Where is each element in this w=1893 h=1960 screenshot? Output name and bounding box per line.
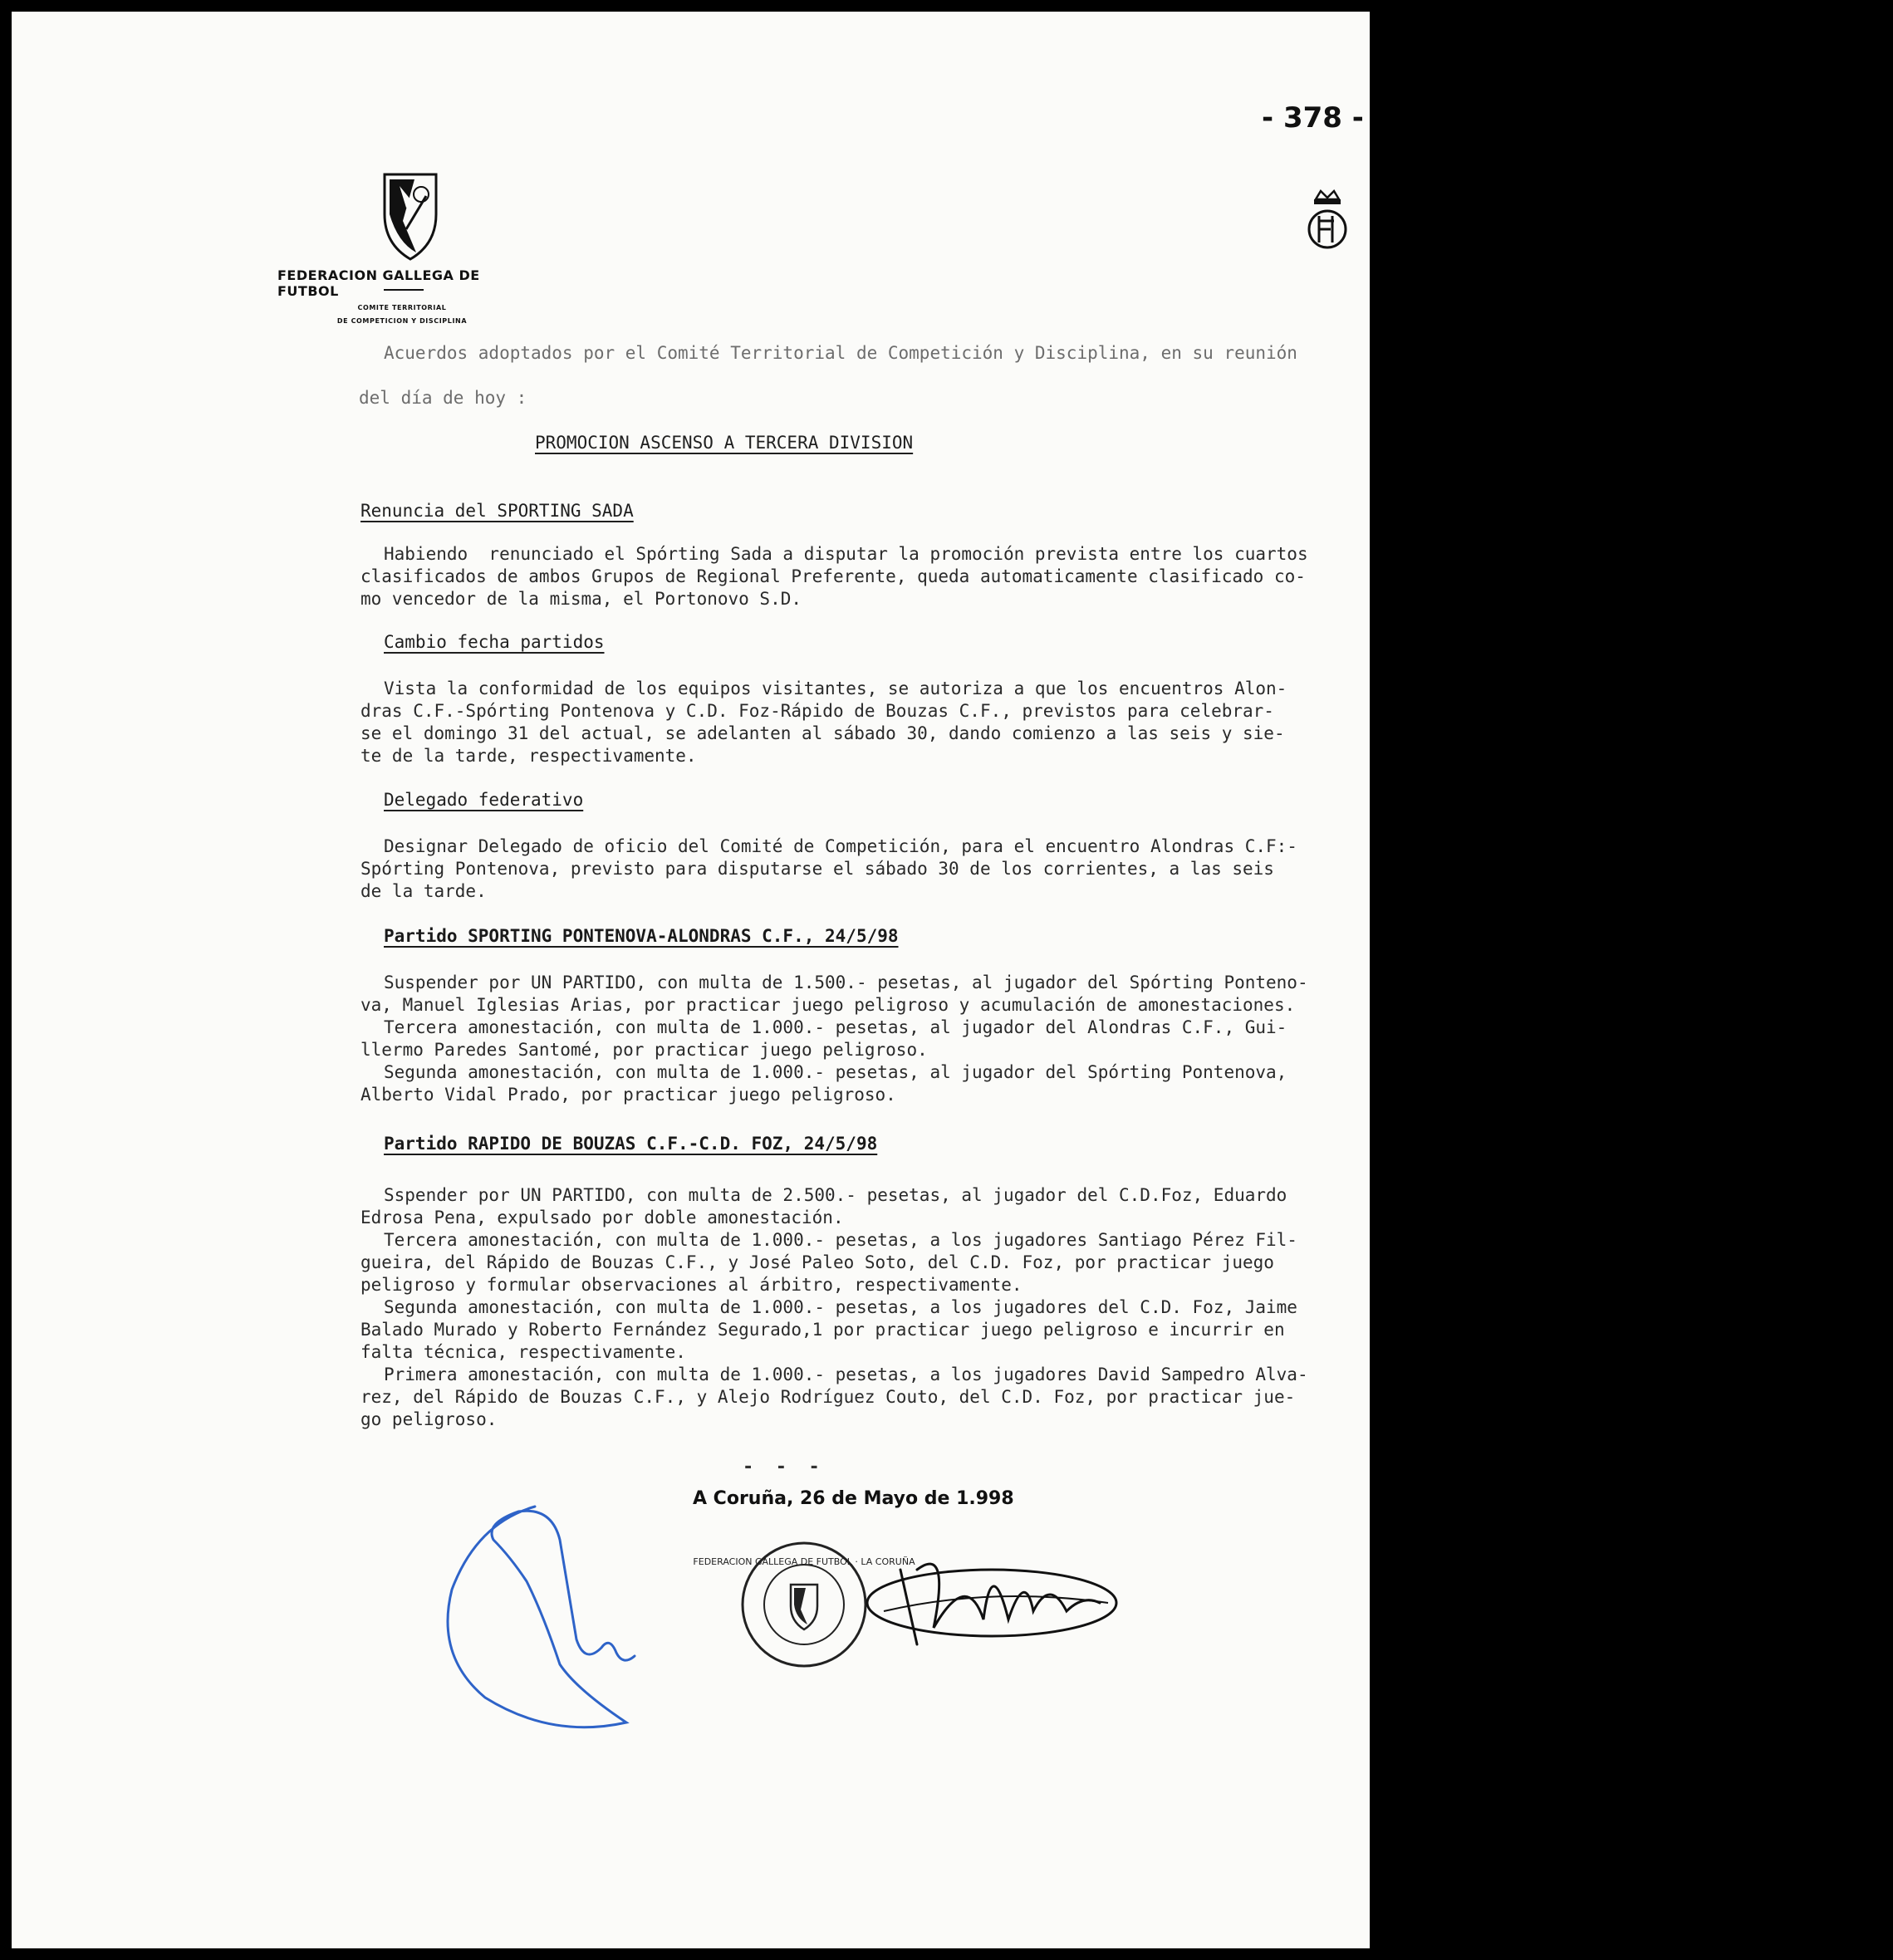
section-line: peligroso y formular observaciones al árbitro, respectivamente.: [360, 1275, 1023, 1295]
section-line: falta técnica, respectivamente.: [360, 1342, 686, 1362]
section-line: Primera amonestación, con multa de 1.000.- pesetas, a los jugadores David Sampedro Alva-: [384, 1365, 1308, 1384]
page-number: - 378 -: [1262, 101, 1364, 135]
section-heading-partido-pontenova: Partido SPORTING PONTENOVA-ALONDRAS C.F., 24/5/98: [384, 926, 899, 946]
section-line: se el domingo 31 del actual, se adelanten al sábado 30, dando comienzo a las seis y sie-: [360, 723, 1285, 743]
handwritten-signature-left: [427, 1490, 660, 1756]
section-line: Tercera amonestación, con multa de 1.000.- pesetas, a los jugadores Santiago Pérez Fil-: [384, 1230, 1297, 1250]
document-page: [12, 12, 1370, 1948]
intro-line-1: Acuerdos adoptados por el Comité Territorial de Competición y Disciplina, en su reunión: [384, 343, 1297, 363]
section-line: Vista la conformidad de los equipos visitantes, se autoriza a que los encuentros Alon-: [384, 679, 1287, 698]
section-line: rez, del Rápido de Bouzas C.F., y Alejo Rodríguez Couto, del C.D. Foz, por practicar jue-: [360, 1387, 1296, 1407]
intro-line-2: del día de hoy :: [359, 388, 527, 408]
section-line: te de la tarde, respectivamente.: [360, 746, 697, 766]
document-title: PROMOCION ASCENSO A TERCERA DIVISION: [535, 433, 914, 453]
section-line: va, Manuel Iglesias Arias, por practicar juego peligroso y acumulación de amonestaciones.: [360, 995, 1296, 1015]
section-line: Alberto Vidal Prado, por practicar juego peligroso.: [360, 1085, 896, 1105]
separator-dashes: - - -: [743, 1457, 820, 1477]
letterhead-rule: [384, 289, 424, 291]
handwritten-signature-right: [867, 1520, 1116, 1661]
section-line: Designar Delegado de oficio del Comité de Competición, para el encuentro Alondras C.F:-: [384, 836, 1297, 856]
section-heading-partido-bouzas: Partido RAPIDO DE BOUZAS C.F.-C.D. FOZ, 24/5/98: [384, 1134, 878, 1154]
section-line: Tercera amonestación, con multa de 1.000.- pesetas, al jugador del Alondras C.F., Gui-: [384, 1017, 1287, 1037]
section-line: llermo Paredes Santomé, por practicar juego peligroso.: [360, 1040, 928, 1060]
federation-shield-icon: [381, 171, 439, 262]
section-heading-delegado: Delegado federativo: [384, 790, 584, 810]
committee-line-1: COMITE TERRITORIAL: [357, 304, 447, 311]
section-line: Habiendo renunciado el Spórting Sada a disputar la promoción prevista entre los cuartos: [384, 544, 1308, 564]
seal-text: FEDERACION GALLEGA DE FUTBOL · LA CORUÑA: [693, 1556, 915, 1567]
federation-name: FEDERACION GALLEGA DE FUTBOL: [277, 267, 480, 299]
section-line: Segunda amonestación, con multa de 1.000.- pesetas, al jugador del Spórting Pontenova,: [384, 1062, 1287, 1082]
section-line: Suspender por UN PARTIDO, con multa de 1.500.- pesetas, al jugador del Spórting Ponteno-: [384, 973, 1308, 992]
section-line: clasificados de ambos Grupos de Regional Preferente, queda automaticamente clasificado co-: [360, 566, 1306, 586]
section-line: Segunda amonestación, con multa de 1.000.- pesetas, a los jugadores del C.D. Foz, Jaime: [384, 1297, 1297, 1317]
section-heading-cambio-fecha: Cambio fecha partidos: [384, 632, 605, 652]
section-line: Sspender por UN PARTIDO, con multa de 2.500.- pesetas, al jugador del C.D.Foz, Eduardo: [384, 1185, 1287, 1205]
federation-seal: [693, 1538, 915, 1671]
section-line: de la tarde.: [360, 881, 487, 901]
section-line: dras C.F.-Spórting Pontenova y C.D. Foz-Rápido de Bouzas C.F., previstos para celebrar-: [360, 701, 1274, 721]
section-line: mo vencedor de la misma, el Portonovo S.D.: [360, 589, 802, 609]
section-heading-renuncia: Renuncia del SPORTING SADA: [360, 501, 634, 521]
section-line: go peligroso.: [360, 1409, 498, 1429]
section-line: gueira, del Rápido de Bouzas C.F., y José Paleo Soto, del C.D. Foz, por practicar juego: [360, 1252, 1274, 1272]
section-line: Balado Murado y Roberto Fernández Segurado,1 por practicar juego peligroso e incurrir en: [360, 1320, 1285, 1340]
section-line: Spórting Pontenova, previsto para disputarse el sábado 30 de los corrientes, a las seis: [360, 859, 1274, 879]
committee-line-2: DE COMPETICION Y DISCIPLINA: [336, 317, 468, 325]
section-line: Edrosa Pena, expulsado por doble amonestación.: [360, 1208, 844, 1227]
crown-emblem-icon: [1304, 188, 1351, 261]
closing-date: A Coruña, 26 de Mayo de 1.998: [693, 1488, 1014, 1509]
